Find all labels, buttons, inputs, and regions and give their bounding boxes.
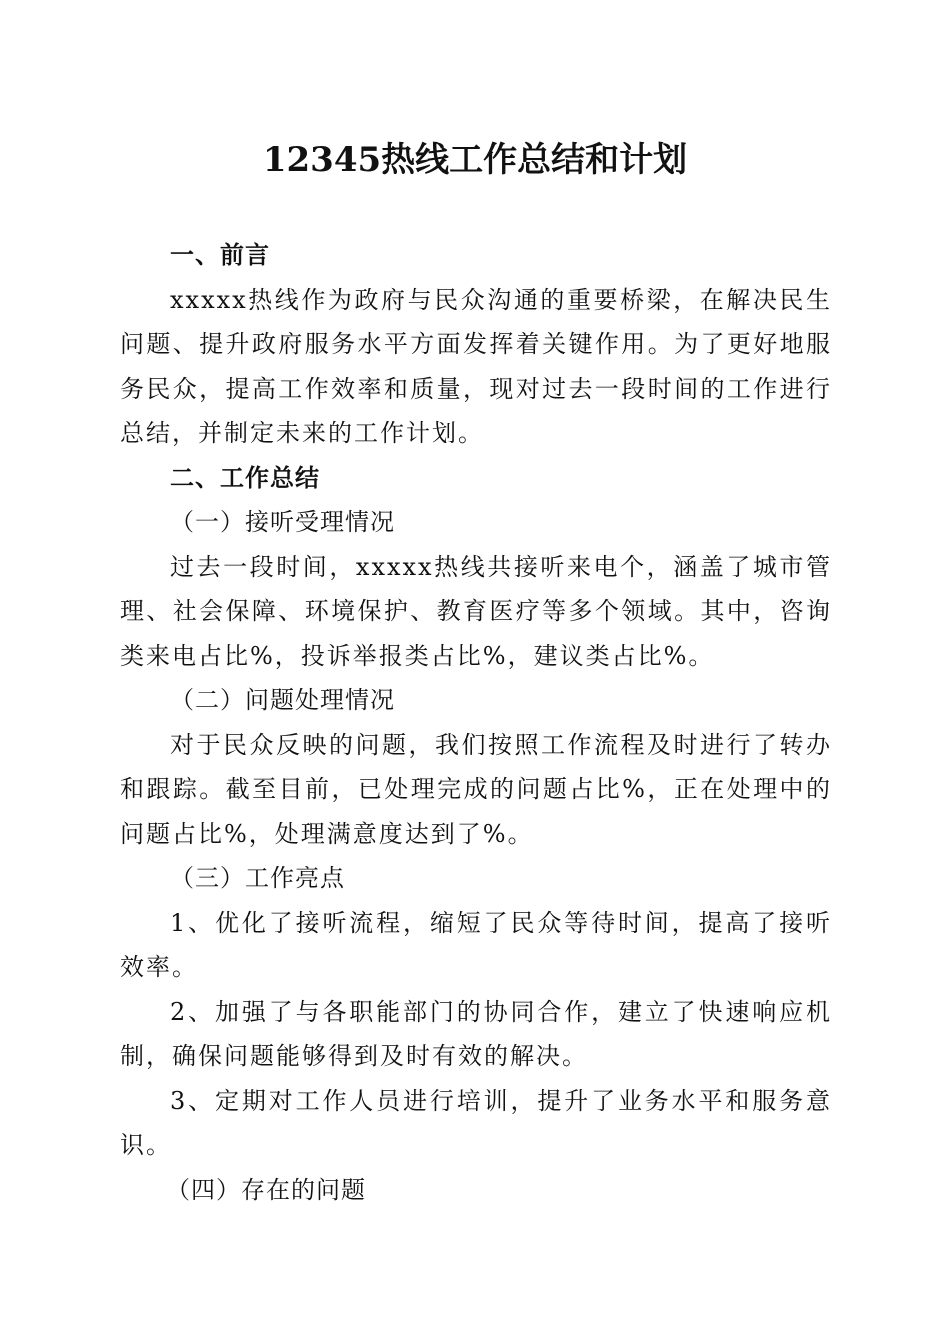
document-body [120, 233, 832, 1212]
section-heading-preface: 一、前言 [170, 240, 270, 269]
subheading-existing-problems: （四）存在的问题 [166, 1175, 366, 1204]
section-heading-work-summary: 二、工作总结 [170, 462, 320, 492]
subheading-issue-processing: （二）问题处理情况 [170, 686, 395, 714]
issue-processing-paragraph: 对于民众反映的问题，我们按照工作流程及时进行了转办和跟踪。截至目前，已处理完成的问题占比%，正在处理中的问题占比%，处理满意度达到了%。 [120, 730, 832, 848]
document-title: 12345热线工作总结和计划 [262, 140, 688, 180]
highlight-item-3: 3、定期对工作人员进行培训，提升了业务水平和服务意识。 [120, 1086, 832, 1159]
highlight-item-2: 2、加强了与各职能部门的协同合作，建立了快速响应机制，确保问题能够得到及时有效的解决。 [120, 997, 832, 1070]
subheading-highlights: （三）工作亮点 [170, 864, 345, 892]
highlight-item-1: 1、优化了接听流程，缩短了民众等待时间，提高了接听效率。 [120, 908, 832, 981]
call-handling-paragraph: 过去一段时间，xxxxx热线共接听来电个，涵盖了城市管理、社会保障、环境保护、教育医疗等多个领域。其中，咨询类来电占比%，投诉举报类占比%，建议类占比%。 [120, 552, 832, 670]
preface-paragraph: xxxxx热线作为政府与民众沟通的重要桥梁，在解决民生问题、提升政府服务水平方面发挥着关键作用。为了更好地服务民众，提高工作效率和质量，现对过去一段时间的工作进行总结，并制定未来的工作计划。 [120, 285, 832, 447]
subheading-call-handling: （一）接听受理情况 [170, 508, 395, 536]
